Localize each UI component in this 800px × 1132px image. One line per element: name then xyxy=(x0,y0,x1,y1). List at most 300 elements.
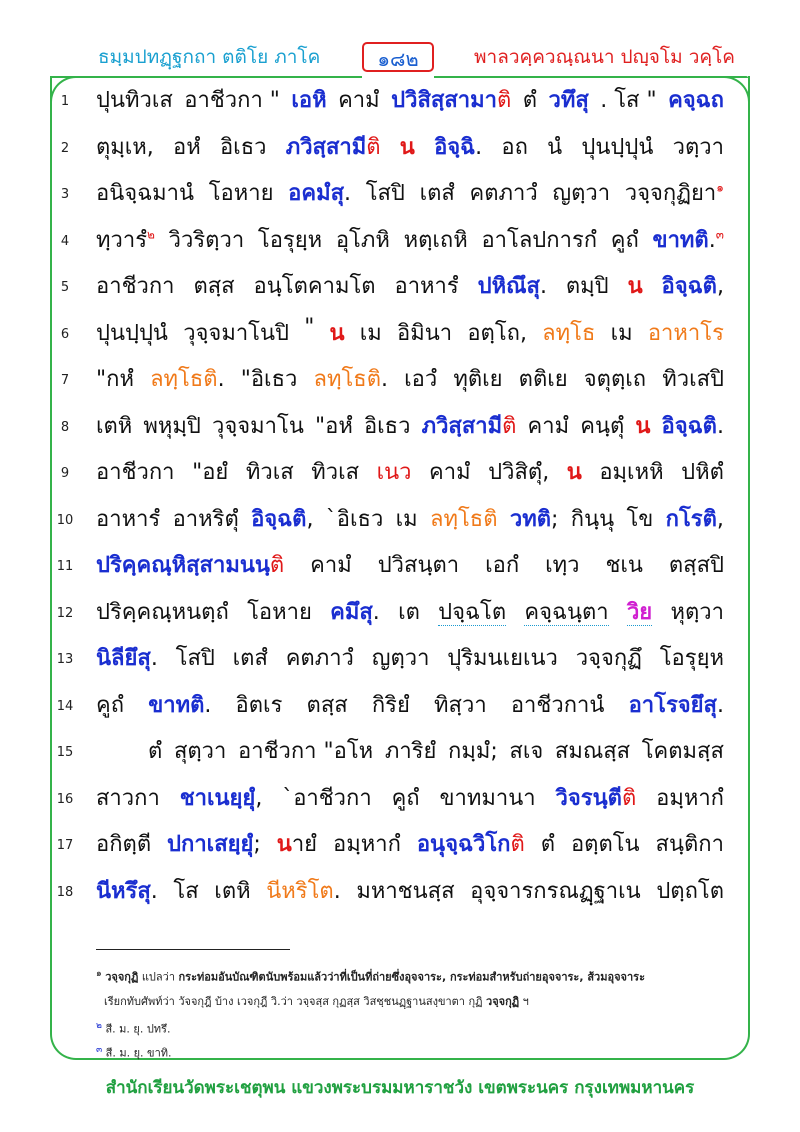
word xyxy=(96,873,158,908)
word xyxy=(467,315,527,350)
word xyxy=(251,501,313,536)
word-fragment: คจฺฉนฺตา xyxy=(524,599,609,625)
word xyxy=(662,408,724,443)
line-text xyxy=(96,873,724,908)
text-line xyxy=(0,359,800,403)
word-fragment: ตํ xyxy=(540,832,555,857)
word-fragment: น xyxy=(566,460,582,485)
word xyxy=(169,222,245,257)
word xyxy=(519,361,568,396)
word xyxy=(605,547,643,582)
word xyxy=(286,129,381,164)
word xyxy=(400,129,415,164)
word-fragment: อิจฺฉิ xyxy=(434,134,476,160)
word xyxy=(681,454,724,489)
text-line xyxy=(0,127,800,171)
word xyxy=(627,594,652,629)
word-fragment: นีหรึสุ xyxy=(96,878,151,904)
word xyxy=(364,408,411,443)
line-number: 11 xyxy=(56,559,74,574)
word-fragment: นีหริโต xyxy=(266,878,334,904)
word-fragment: อุจฺจารกรณฏฺฐาเน xyxy=(470,878,641,904)
word xyxy=(481,222,597,257)
line-number: 13 xyxy=(56,652,74,667)
word-fragment: ลทฺโธติ xyxy=(430,506,498,532)
word-fragment: ทิวเสปิ xyxy=(662,367,724,392)
word-fragment: . xyxy=(217,367,225,392)
line-text xyxy=(96,129,724,164)
word xyxy=(96,501,160,536)
word-fragment: อหํ xyxy=(173,134,201,160)
word-fragment: ตสฺส xyxy=(193,274,235,299)
word-fragment: ทิวเส xyxy=(245,460,294,485)
word xyxy=(555,733,630,768)
word xyxy=(173,501,239,536)
word xyxy=(372,687,410,722)
word xyxy=(148,687,211,722)
word-fragment: นนฺ xyxy=(239,553,270,578)
word xyxy=(356,873,454,908)
word xyxy=(566,268,609,303)
word-fragment: ายํ xyxy=(291,832,318,857)
line-text xyxy=(96,222,724,257)
word xyxy=(336,222,390,257)
word-fragment: อาชีวกา xyxy=(96,274,175,299)
word-fragment: คามํ xyxy=(310,553,352,578)
word-fragment: เม xyxy=(610,320,633,346)
word-fragment: ภวิสฺสามี xyxy=(285,134,367,160)
word-fragment: เม xyxy=(395,506,418,532)
footnote-1 xyxy=(96,966,645,986)
word-fragment: . xyxy=(150,646,158,671)
line-number: 4 xyxy=(60,233,70,249)
line-number: 14 xyxy=(56,698,74,714)
word-fragment: ภวิสฺสามี xyxy=(421,413,503,439)
word-fragment: "กหํ xyxy=(96,367,134,392)
word-fragment: อตฺโถ, xyxy=(467,320,527,346)
word xyxy=(96,408,132,443)
word-fragment: ปริคฺคณฺหนตฺถํ xyxy=(96,599,229,625)
word-fragment: ปุนทิวเส xyxy=(96,88,173,113)
word-fragment: โคตมสฺส xyxy=(641,739,724,764)
word-fragment: นํ xyxy=(547,134,563,160)
word-fragment: ชาเนยฺยุํ xyxy=(179,785,256,811)
line-text xyxy=(96,175,724,210)
word-fragment: มหาชนสฺส xyxy=(356,878,455,904)
line-number: 17 xyxy=(56,838,74,853)
word xyxy=(167,826,261,861)
word xyxy=(307,687,348,722)
word-fragment: เตสํ xyxy=(232,646,268,671)
word-fragment: ; xyxy=(253,832,261,857)
word-fragment: จตุตฺเถ xyxy=(583,367,647,392)
word-fragment: ตมฺปิ xyxy=(565,274,609,299)
word-fragment: "อิเธว xyxy=(240,367,298,392)
word-fragment: ปหิณึสุ xyxy=(477,274,540,299)
word-fragment: , xyxy=(306,506,314,532)
text-line xyxy=(0,545,800,589)
word-fragment: วิจรนฺตี xyxy=(555,785,622,811)
text-line xyxy=(0,406,800,450)
word-fragment: อถ xyxy=(501,134,528,160)
word-fragment: โสปิ xyxy=(365,181,405,206)
word xyxy=(385,733,437,768)
word-fragment: วุจฺจมาโนปิ xyxy=(183,320,289,346)
text-line xyxy=(0,313,800,357)
word xyxy=(447,640,558,675)
word-fragment: อนุจฺฉวิโก xyxy=(416,832,511,857)
word xyxy=(193,268,234,303)
word-fragment: `อิเธว xyxy=(325,506,384,532)
word-fragment: ลทฺโธ xyxy=(542,320,596,346)
word-fragment: " xyxy=(304,314,315,340)
word xyxy=(628,268,643,303)
text-line xyxy=(0,638,800,682)
word-fragment: ปุริมนเยเนว xyxy=(447,646,558,671)
footnote-1-line2: เรียกทับศัพท์ว่า วัจจกุฎี บ้าง เวจกุฎี วิ.ว่า วจฺจสฺส กุฏสฺส วิสชฺชนฏฺฐานสงฺขาตา กุฏิ xyxy=(104,995,483,1008)
word-fragment: ตติเย xyxy=(518,367,568,392)
line-number: 9 xyxy=(60,466,70,481)
word xyxy=(611,222,639,257)
word xyxy=(220,129,267,164)
word xyxy=(666,501,724,536)
word-fragment: อุโภหิ xyxy=(335,227,390,253)
footnote-2-text: สี. ม. ยุ. ปทรึ. xyxy=(105,1022,171,1036)
word-fragment: คูถํ xyxy=(96,692,125,718)
word-fragment: ขาทติ xyxy=(148,692,205,718)
word-fragment: วจฺจกุฏึ xyxy=(575,646,642,671)
word xyxy=(556,780,637,815)
word xyxy=(478,268,547,303)
word xyxy=(288,175,351,210)
line-text xyxy=(148,733,724,768)
word-fragment: ตุมฺเห, xyxy=(96,134,154,160)
word-fragment: ลทฺโธติ xyxy=(150,367,218,392)
word xyxy=(653,222,724,257)
word-fragment: ปตฺถโต xyxy=(656,878,724,904)
word-fragment: คตภาวํ xyxy=(469,181,538,206)
word-fragment: อาชีวกา "อโห xyxy=(238,739,374,764)
word-fragment: . xyxy=(716,413,724,439)
word-fragment: ภาริยํ xyxy=(384,739,437,764)
text-line xyxy=(0,266,800,310)
line-number: 7 xyxy=(60,373,70,388)
word xyxy=(501,129,528,164)
word xyxy=(635,408,650,443)
word-fragment: คามํ xyxy=(338,88,380,113)
word xyxy=(397,315,452,350)
word-fragment: เอหิ xyxy=(291,88,327,113)
word xyxy=(422,408,517,443)
word xyxy=(377,454,412,489)
line-number: 3 xyxy=(60,187,70,202)
word-fragment: สนฺติกา xyxy=(655,832,724,857)
word-fragment: ติ xyxy=(366,134,381,160)
footnote-2-mark: ๒ xyxy=(96,1021,102,1031)
word-fragment: ติ xyxy=(269,553,285,578)
line-number: 6 xyxy=(60,326,70,342)
line-text xyxy=(96,640,724,675)
word xyxy=(96,175,194,210)
word-fragment: อกิตฺตี xyxy=(96,832,152,857)
word-fragment: สาวกา xyxy=(96,785,160,811)
word-fragment: . xyxy=(344,181,352,206)
word xyxy=(469,175,537,210)
word xyxy=(96,129,154,164)
footnote-ref: ๑ xyxy=(716,180,724,195)
word xyxy=(326,501,384,536)
word-fragment: อาชีวกา " xyxy=(184,88,280,113)
word xyxy=(438,594,506,629)
word-fragment: น xyxy=(627,274,643,299)
word-fragment: ชเน xyxy=(605,553,643,578)
word xyxy=(96,82,173,117)
word-fragment: เม xyxy=(359,320,382,346)
word xyxy=(311,454,359,489)
word xyxy=(434,687,487,722)
word-fragment: คมึสุ xyxy=(330,599,373,625)
word xyxy=(238,733,373,768)
word xyxy=(96,222,155,257)
word-fragment: ปกาเสยฺยุํ xyxy=(167,832,254,857)
line-text xyxy=(96,315,724,350)
word-fragment: คจฺฉถ xyxy=(668,88,724,113)
word xyxy=(96,315,168,350)
word xyxy=(310,547,352,582)
page-header xyxy=(0,0,800,80)
word xyxy=(254,268,376,303)
word xyxy=(392,780,420,815)
word-fragment: วิย xyxy=(626,599,653,625)
word xyxy=(398,594,420,629)
word xyxy=(176,640,215,675)
word-fragment: อาชีวกานํ xyxy=(510,692,605,718)
footnote-3-text: สี. ม. ยุ. ขาทิ. xyxy=(105,1046,172,1060)
word-fragment: อาหารํ xyxy=(394,274,459,299)
word-fragment: โข xyxy=(626,506,654,532)
word xyxy=(143,408,200,443)
word-fragment: ปุนปฺปุนํ xyxy=(581,134,654,160)
line-text xyxy=(96,268,724,303)
text-line xyxy=(0,731,800,775)
word xyxy=(660,640,724,675)
text-line xyxy=(0,778,800,822)
word-fragment: ติ xyxy=(502,413,517,439)
word-fragment: ตสฺสปิ xyxy=(668,553,724,578)
word xyxy=(510,501,559,536)
word xyxy=(656,780,724,815)
word-fragment: โสปิ xyxy=(175,646,215,671)
word-fragment: หตฺเถหิ xyxy=(403,227,468,253)
word xyxy=(148,733,162,768)
line-number: 1 xyxy=(60,94,70,109)
word xyxy=(545,547,579,582)
word-fragment: อาหารํ xyxy=(96,506,161,532)
word-fragment: , xyxy=(716,274,724,299)
word xyxy=(404,222,468,257)
line-text xyxy=(96,361,724,396)
word xyxy=(626,501,653,536)
line-text xyxy=(96,780,724,815)
word-fragment: `อาชีวกา xyxy=(282,785,372,811)
word xyxy=(192,454,228,489)
word xyxy=(396,501,418,536)
word xyxy=(96,454,175,489)
word xyxy=(241,361,298,396)
word xyxy=(542,315,595,350)
text-line xyxy=(0,499,800,543)
word xyxy=(246,454,294,489)
word-fragment: . xyxy=(204,692,212,718)
word-fragment: น xyxy=(399,134,415,160)
chapter-title: พาลวคฺควณฺณนา ปญฺจโม วคฺโค xyxy=(474,46,735,68)
word-fragment: คูถํ xyxy=(610,227,639,253)
word xyxy=(541,826,555,861)
word-fragment: ตํ xyxy=(522,88,538,113)
word-fragment: สมณสฺส xyxy=(554,739,631,764)
word-fragment: ปวิสิสฺสามา xyxy=(391,88,497,113)
word-fragment: คามํ xyxy=(527,413,570,439)
page-footer: สำนักเรียนวัดพระเชตุพน แขวงพระบรมมหาราชวัง เขตพระนคร กรุงเทพมหานคร xyxy=(105,1078,695,1098)
word-fragment: กโรติ xyxy=(665,506,717,532)
word xyxy=(571,826,640,861)
word xyxy=(291,82,326,117)
footnote-3-mark: ๓ xyxy=(96,1045,103,1055)
word-fragment: อมฺหากํ xyxy=(656,785,724,811)
word-fragment: คูถํ xyxy=(391,785,420,811)
word xyxy=(656,826,724,861)
footnote-3 xyxy=(96,1042,172,1062)
word-fragment: โอหาย xyxy=(247,599,312,625)
word-fragment: วิวริตฺวา xyxy=(168,227,245,253)
word xyxy=(528,408,570,443)
line-number: 16 xyxy=(56,791,74,807)
word xyxy=(656,873,724,908)
line-number: 18 xyxy=(56,884,74,900)
word xyxy=(180,780,263,815)
line-number: 12 xyxy=(56,605,74,621)
word xyxy=(286,640,354,675)
word xyxy=(266,873,340,908)
word-fragment: หุตฺวา xyxy=(670,599,724,625)
word-fragment: โส xyxy=(173,878,199,904)
word xyxy=(417,826,525,861)
word xyxy=(258,222,322,257)
word-fragment: อิตเร xyxy=(235,692,283,718)
word xyxy=(212,408,304,443)
word-fragment: ปุนปฺปุนํ xyxy=(96,320,168,346)
word xyxy=(662,361,724,396)
word-fragment: อมฺเหหิ xyxy=(599,460,664,485)
word-fragment: วตฺวา xyxy=(672,134,724,160)
word xyxy=(485,547,519,582)
text-line xyxy=(0,824,800,868)
word xyxy=(378,547,459,582)
word xyxy=(429,454,471,489)
word-fragment: ญตฺวา xyxy=(552,181,611,206)
word-fragment: นิลียึสุ xyxy=(96,646,151,671)
text-line xyxy=(0,452,800,496)
word-fragment: , xyxy=(255,785,263,811)
word xyxy=(313,361,388,396)
word-fragment: โอรุยฺห xyxy=(659,646,724,671)
word-fragment: อาชีวกา xyxy=(96,460,175,485)
word-fragment: ตสฺส xyxy=(306,692,348,718)
word xyxy=(277,826,317,861)
word-fragment: เทฺว xyxy=(545,553,580,578)
line-number: 10 xyxy=(56,512,74,528)
word xyxy=(509,733,543,768)
word-fragment: เตหิ xyxy=(214,878,251,904)
word-fragment: ทิสฺวา xyxy=(434,692,487,718)
word-fragment: "อยํ xyxy=(192,460,229,485)
word-fragment: เตสํ xyxy=(419,181,455,206)
word-fragment: "อหํ xyxy=(314,413,353,439)
word xyxy=(233,640,268,675)
word xyxy=(547,129,562,164)
footnote-rule xyxy=(96,949,290,950)
word-fragment: ; xyxy=(551,506,559,532)
book-title: ธมฺมปทฏฺฐกถา ตติโย ภาโค xyxy=(98,46,321,68)
word xyxy=(236,687,283,722)
text-line xyxy=(0,173,800,217)
word xyxy=(548,82,588,117)
word xyxy=(523,82,537,117)
word-fragment: ทุติเย xyxy=(453,367,503,392)
word-fragment: , xyxy=(716,506,724,532)
word-fragment: . xyxy=(372,599,380,625)
page-number: ๑๘๒ xyxy=(362,42,434,72)
word xyxy=(434,129,482,164)
word-fragment: . xyxy=(381,367,388,392)
word-fragment: ปวิสิตุํ, xyxy=(488,460,550,485)
word xyxy=(552,175,610,210)
word-fragment: วุจฺจมาโน xyxy=(212,413,304,439)
text-line xyxy=(0,220,800,264)
line-text xyxy=(96,454,724,489)
word-fragment: เนว xyxy=(376,460,412,485)
footnote-2 xyxy=(96,1018,170,1038)
word xyxy=(404,361,437,396)
footnote-ref: ๒ xyxy=(147,227,155,242)
word xyxy=(511,687,605,722)
word-fragment: กมฺมํ; xyxy=(448,739,498,764)
word xyxy=(420,175,455,210)
word-fragment: กินฺนุ xyxy=(570,506,615,532)
footnote-1-bold: กระท่อมอันบัณฑิตนับพร้อมแล้วว่าที่เป็นที่ถ่ายซึ่งอุจจาระ, กระท่อมสำหรับถ่ายอุจจาระ, ส้วมอุจจาระ xyxy=(178,970,645,984)
word xyxy=(642,733,724,768)
word-fragment: ปวิสนฺตา xyxy=(377,553,460,578)
word-fragment: อาหริตุํ xyxy=(172,506,239,532)
word xyxy=(524,594,608,629)
word xyxy=(567,454,582,489)
word-fragment: . xyxy=(333,878,341,904)
footnote-1-word: วจฺจกุฏิ xyxy=(105,970,139,984)
word xyxy=(488,454,549,489)
word xyxy=(96,268,175,303)
word-fragment: เอกํ xyxy=(485,553,520,578)
word xyxy=(571,501,614,536)
word xyxy=(668,82,724,117)
word xyxy=(96,780,160,815)
word-fragment: น xyxy=(635,413,651,439)
word-fragment: ติ xyxy=(496,88,512,113)
word xyxy=(576,640,642,675)
word-fragment: . xyxy=(475,134,483,160)
word xyxy=(599,454,663,489)
word xyxy=(430,501,498,536)
word-fragment: อคมํสุ xyxy=(288,181,345,206)
